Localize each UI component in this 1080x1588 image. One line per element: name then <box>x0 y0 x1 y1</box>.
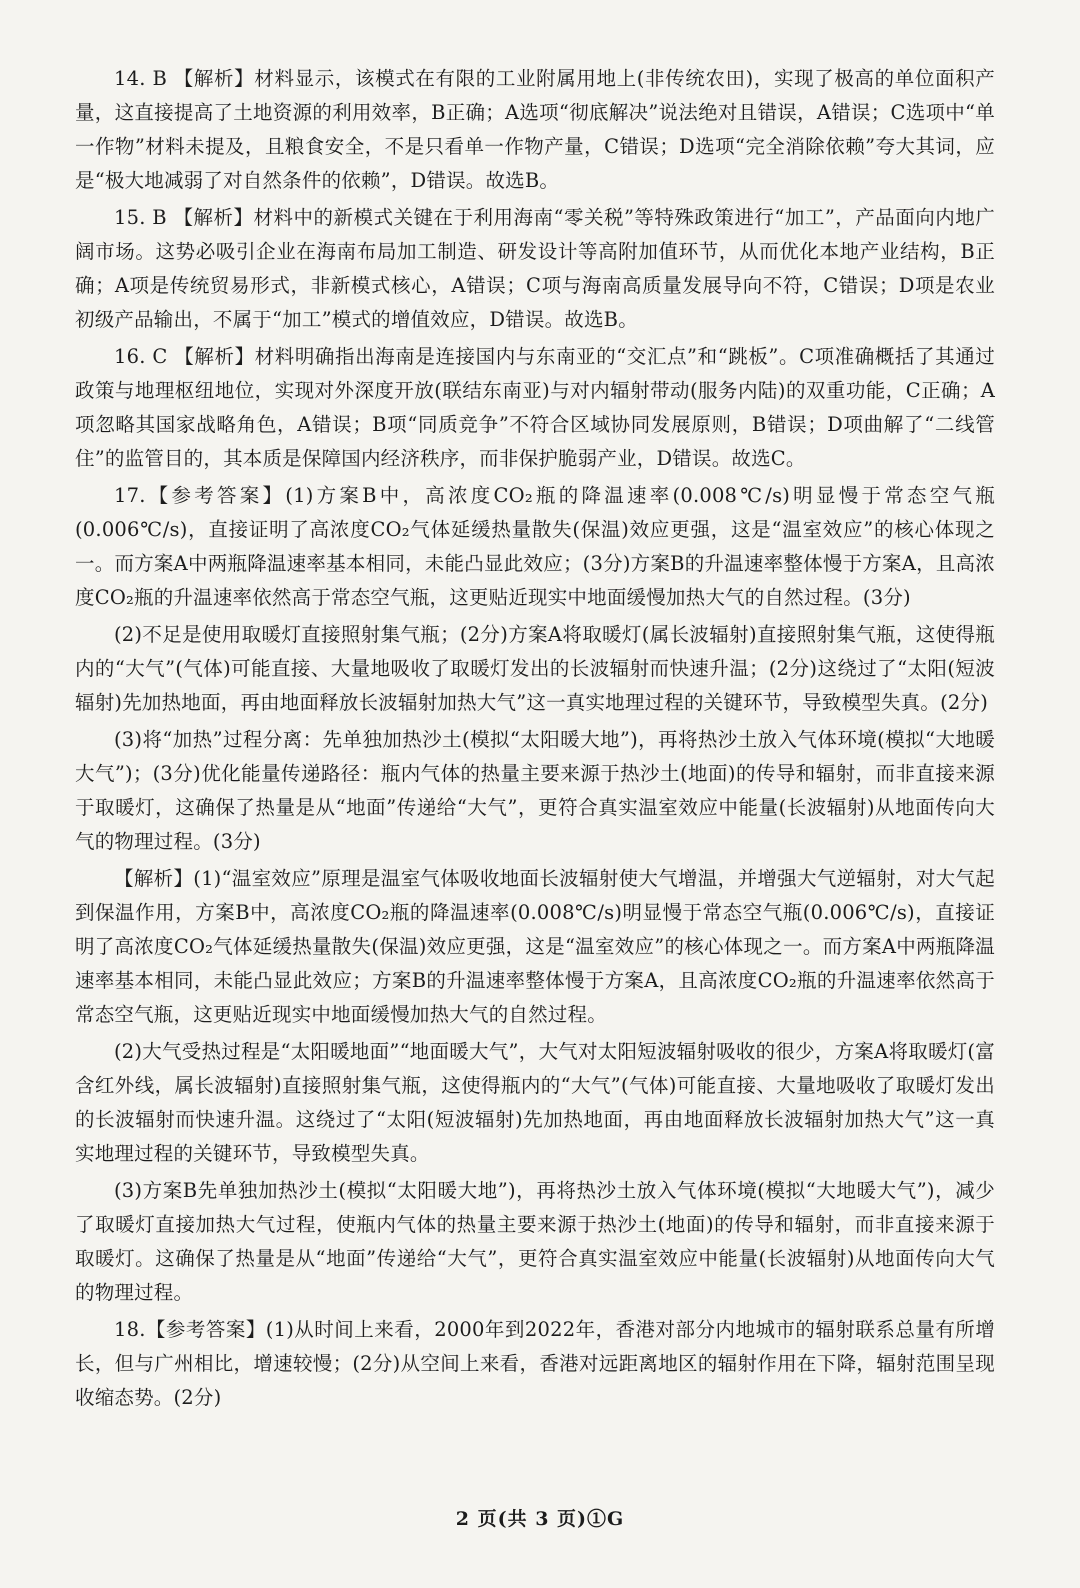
document-body <box>75 62 995 1418</box>
answer-17-analysis-2: (2)大气受热过程是“太阳暖地面”“地面暖大气”，大气对太阳短波辐射吸收的很少，方案A将取暖灯(富含红外线，属长波辐射)直接照射集气瓶，这使得瓶内的“大气”(气体)可能直接、大量地吸收了取暖灯发出的长波辐射而快速升温。这绕过了“太阳(短波辐射)先加热地面，再由地面释放长波辐射加热大气”这一真实地理过程的关键环节，导致模型失真。 <box>75 1040 995 1165</box>
answer-18-reference-1: 18.【参考答案】(1)从时间上来看，2000年到2022年，香港对部分内地城市的辐射联系总量有所增长，但与广州相比，增速较慢；(2分)从空间上来看，香港对远距离地区的辐射作用在下降，辐射范围呈现收缩态势。(2分) <box>75 1318 995 1409</box>
answer-14: 14. B 【解析】材料显示，该模式在有限的工业附属用地上(非传统农田)，实现了极高的单位面积产量，这直接提高了土地资源的利用效率，B正确；A选项“彻底解决”说法绝对且错误，A错误；C选项中“单一作物”材料未提及，且粮食安全，不是只看单一作物产量，C错误；D选项“完全消除依赖”夸大其词，应是“极大地减弱了对自然条件的依赖”，D错误。故选B。 <box>75 67 995 192</box>
answer-17-reference-1: 17.【参考答案】(1)方案B中，高浓度CO₂瓶的降温速率(0.008℃/s)明显慢于常态空气瓶(0.006℃/s)，直接证明了高浓度CO₂气体延缓热量散失(保温)效应更强，这是“温室效应”的核心体现之一。而方案A中两瓶降温速率基本相同，未能凸显此效应；(3分)方案B的升温速率整体慢于方案A，且高浓度CO₂瓶的升温速率依然高于常态空气瓶，这更贴近现实中地面缓慢加热大气的自然过程。(3分) <box>75 484 995 609</box>
answer-15: 15. B 【解析】材料中的新模式关键在于利用海南“零关税”等特殊政策进行“加工”，产品面向内地广阔市场。这势必吸引企业在海南布局加工制造、研发设计等高附加值环节，从而优化本地产业结构，B正确；A项是传统贸易形式，非新模式核心，A错误；C项与海南高质量发展导向不符，C错误；D项是农业初级产品输出，不属于“加工”模式的增值效应，D错误。故选B。 <box>75 206 995 331</box>
answer-16: 16. C 【解析】材料明确指出海南是连接国内与东南亚的“交汇点”和“跳板”。C项准确概括了其通过政策与地理枢纽地位，实现对外深度开放(联结东南亚)与对内辐射带动(服务内陆)的双重功能，C正确；A项忽略其国家战略角色，A错误；B项“同质竞争”不符合区域协同发展原则，B错误；D项曲解了“二线管住”的监管目的，其本质是保障国内经济秩序，而非保护脆弱产业，D错误。故选C。 <box>75 345 995 470</box>
page-footer: 2 页(共 3 页)①G <box>455 1508 625 1530</box>
answer-17-analysis-1: 【解析】(1)“温室效应”原理是温室气体吸收地面长波辐射使大气增温，并增强大气逆辐射，对大气起到保温作用，方案B中，高浓度CO₂瓶的降温速率(0.008℃/s)明显慢于常态空气瓶(0.006℃/s)，直接证明了高浓度CO₂气体延缓热量散失(保温)效应更强，这是“温室效应”的核心体现之一。而方案A中两瓶降温速率基本相同，未能凸显此效应；方案B的升温速率整体慢于方案A，且高浓度CO₂瓶的升温速率依然高于常态空气瓶，这更贴近现实中地面缓慢加热大气的自然过程。 <box>75 867 995 1026</box>
answer-17-reference-2: (2)不足是使用取暖灯直接照射集气瓶；(2分)方案A将取暖灯(属长波辐射)直接照射集气瓶，这使得瓶内的“大气”(气体)可能直接、大量地吸收了取暖灯发出的长波辐射而快速升温；(2分)这绕过了“太阳(短波辐射)先加热地面，再由地面释放长波辐射加热大气”这一真实地理过程的关键环节，导致模型失真。(2分) <box>75 623 995 714</box>
answer-17-reference-3: (3)将“加热”过程分离：先单独加热沙土(模拟“太阳暖大地”)，再将热沙土放入气体环境(模拟“大地暖大气”)；(3分)优化能量传递路径：瓶内气体的热量主要来源于热沙土(地面)的传导和辐射，而非直接来源于取暖灯，这确保了热量是从“地面”传递给“大气”，更符合真实温室效应中能量(长波辐射)从地面传向大气的物理过程。(3分) <box>75 728 995 853</box>
answer-17-analysis-3: (3)方案B先单独加热沙土(模拟“太阳暖大地”)，再将热沙土放入气体环境(模拟“大地暖大气”)，减少了取暖灯直接加热大气过程，使瓶内气体的热量主要来源于热沙土(地面)的传导和辐射，而非直接来源于取暖灯。这确保了热量是从“地面”传递给“大气”，更符合真实温室效应中能量(长波辐射)从地面传向大气的物理过程。 <box>75 1179 995 1304</box>
